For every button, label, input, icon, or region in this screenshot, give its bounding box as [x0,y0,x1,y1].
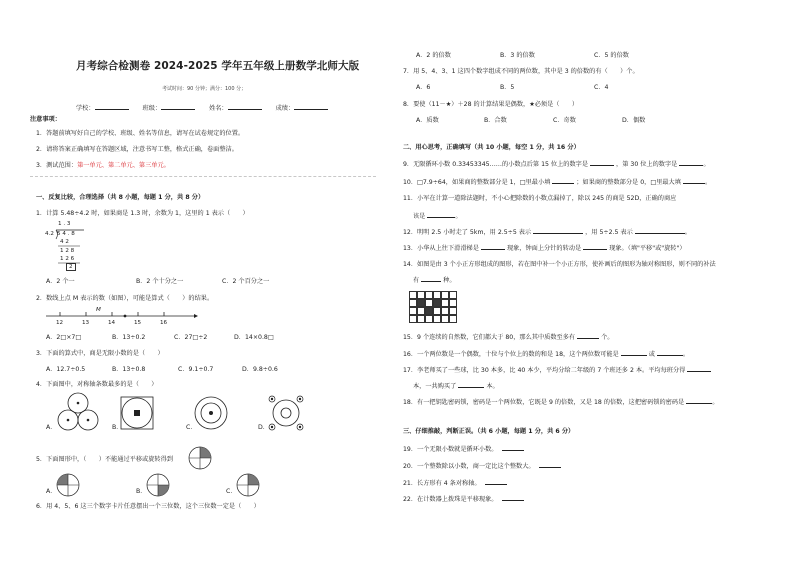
question-14-cont: 有 种。 [413,277,456,284]
division-step-1: 4 2 [60,239,69,245]
q6-option-a[interactable]: A．2 的倍数 [416,52,451,59]
grid-cell [425,315,433,323]
q4-figure-d-four-dots [266,393,306,433]
school-label: 学校： [76,105,95,112]
grid-cell-shaded [425,307,433,315]
question-18: 18．有一把钥匙密码锁，密码是一个两位数，它既是 9 的倍数，又是 18 的倍数，这把密码锁的密码是 。 [403,399,719,406]
grid-cell [441,299,449,307]
grid-cell [409,291,417,299]
name-input[interactable] [228,104,262,110]
q5-option-a[interactable]: A． [46,488,57,495]
question-17: 17．李老师买了一些球，比 30 本多，比 40 本少，平均分给二年级的 7 个班还多 2 本。平均每班分得 [403,366,711,375]
q7-option-c[interactable]: C．4 [594,84,609,91]
q4-option-b[interactable]: B． [112,424,123,431]
q3-option-c[interactable]: C．9.1÷0.7 [178,366,214,373]
q14-blank[interactable] [421,276,441,282]
grid-cell [441,315,449,323]
q5-reference-figure [188,446,212,470]
number-line-tick-label: 13 [82,320,90,326]
q10-blank-2[interactable] [683,178,705,184]
q16-blank-1[interactable] [621,350,647,356]
question-13: 13．小华从上往下滑滑梯是 现象，钟面上分针的转动是 现象。（填"平移"或"旋转"） [403,245,686,252]
q5-option-b[interactable]: B． [136,488,147,495]
q6-option-b[interactable]: B．3 的倍数 [500,52,535,59]
division-step-3: 1 2 6 [60,256,75,262]
number-line-tick-label: 16 [160,320,168,326]
question-16: 16．一个两位数是一个偶数，十位与个位上的数的和是 18，这个两位数可能是 或 。 [403,351,690,358]
q12-blank-1[interactable] [533,228,583,234]
question-17-cont: 本，一共购买了 本。 [413,383,499,390]
division-dividend: 5 4 . 8 [57,231,75,237]
grid-cell [417,307,425,315]
number-line-point-label: M [96,307,101,313]
grid-cell [425,291,433,299]
q5-figure-a [56,473,80,497]
q4-option-a[interactable]: A． [46,424,57,431]
question-19: 19．一个无限小数就是循环小数。 [403,445,524,454]
q10-blank-1[interactable] [552,178,574,184]
exam-info: 考试时间：90 分钟；满分：100 分； [162,86,247,92]
question-2: 2．数线上点 M 表示的数（如图），可能是算式（ ）的结果。 [36,295,214,302]
section2-heading: 二、用心思考，正确填写（共 10 小题，每空 1 分，共 16 分） [403,144,580,151]
q5-figure-c [236,473,260,497]
question-12: 12．明明 2.5 小时走了 5km，用 2.5÷5 表示 ，用 5÷2.5 表示 。 [403,229,691,236]
question-7: 7．用 5、4、3、1 这四个数字组成不同的两位数，其中是 3 的倍数的有（ ）个。 [403,68,639,75]
division-step-2: 1 2 8 [60,248,75,254]
q3-option-d[interactable]: D．9.8÷0.6 [242,366,278,373]
grid-cell [449,299,457,307]
number-line-point-m [124,315,127,318]
class-input[interactable] [161,104,195,110]
grid-cell [433,291,441,299]
note-1: 1．答题前填写好自己的学校、班级、姓名等信息，请写在试卷规定的位置。 [36,130,245,137]
question-11-cont: 该是 。 [413,213,462,220]
grid-cell-shaded [417,299,425,307]
q7-option-a[interactable]: A．6 [416,84,431,91]
q1-option-c[interactable]: C．2 个百分之一 [222,278,270,285]
q5-option-c[interactable]: C． [226,488,237,495]
q1-option-a[interactable]: A．2 个一 [46,278,75,285]
grid-cell [449,291,457,299]
division-remainder: 2 [66,263,76,271]
q19-blank[interactable] [502,445,524,451]
q8-option-d[interactable]: D．偶数 [622,117,646,124]
question-6: 6．用 4、5、6 这三个数字卡片任意摆出一个三位数，这个三位数一定是（ ） [36,503,260,510]
number-line [46,310,196,324]
q2-option-d[interactable]: D．14×0.8□ [234,334,274,341]
q5-figure-b [146,473,170,497]
grid-cell [409,315,417,323]
q11-blank[interactable] [427,212,455,218]
grid-cell [425,299,433,307]
number-line-tick-label: 12 [56,320,64,326]
paper-title: 月考综合检测卷 2024-2025 学年五年级上册数学北师大版 [76,60,360,72]
grid-cell [433,315,441,323]
q13-blank-1[interactable] [481,244,505,250]
question-4: 4．下面图中，对称轴条数最多的是（ ） [36,381,158,388]
class-label: 班级： [142,105,162,112]
question-15: 15．9 个连续的自然数，它们都大于 80，那么其中质数至多有 个。 [403,334,614,341]
division-quotient: 1 . 3 [58,221,71,227]
q1-option-b[interactable]: B．2 个十分之一 [136,278,184,285]
division-divisor: 4.2 [45,231,54,237]
q3-option-a[interactable]: A．12.7÷0.5 [46,366,86,373]
question-8: 8．要使（11－★）＋28 的计算结果是偶数，★必须是（ ） [403,101,579,108]
grid-cell [433,307,441,315]
q4-option-c[interactable]: C． [186,424,197,431]
q4-option-d[interactable]: D． [258,424,269,431]
note-3: 3．测试范围：第一单元、第二单元、第三单元。 [36,162,170,169]
question-3: 3．下面的算式中，商是无限小数的是（ ） [36,350,164,357]
q13-blank-2[interactable] [583,244,607,250]
grid-cell [417,315,425,323]
grid-cell [449,315,457,323]
grid-cell [409,299,417,307]
question-22: 22．在计数器上拨珠是平移现象。 [403,495,524,504]
number-line-tick-label: 15 [134,320,142,326]
test-range: 第一单元、第二单元、第三单元。 [77,162,170,169]
question-9: 9．无限循环小数 0.33453345……的小数点后第 15 位上的数字是 ，第 30 位上的数字是 。 [403,161,710,168]
q15-blank[interactable] [577,333,599,339]
grid-cell [417,291,425,299]
q4-figure-c-concentric-circles [194,396,228,430]
q9-blank-1[interactable] [590,160,614,166]
grid-cell [449,307,457,315]
q3-option-b[interactable]: B．13÷0.8 [112,366,146,373]
name-label: 姓名： [209,105,228,112]
student-fields [76,104,328,113]
q21-blank[interactable] [485,479,507,485]
question-11: 11．小军在计算一道除法题时，不小心把除数的小数点漏掉了，除以 245 的商是 52D，正确的商应 [403,195,677,202]
section1-heading: 一、反复比较，合理选择（共 8 小题，每题 1 分，共 8 分） [36,194,205,201]
grid-cell [441,307,449,315]
score-input[interactable] [294,104,328,110]
q14-grid-figure [409,291,457,323]
notes-heading: 注意事项： [30,116,61,123]
grid-cell-shaded [433,299,441,307]
q9-blank-2[interactable] [679,160,703,166]
q17-blank-1[interactable] [687,366,711,372]
q2-option-c[interactable]: C．27□÷2 [174,334,208,341]
q8-option-c[interactable]: C．奇数 [553,117,576,124]
grid-cell [441,291,449,299]
division-bracket [50,226,90,286]
q22-blank[interactable] [502,495,524,501]
question-20: 20．一个整数除以小数，商一定比这个整数大。 [403,462,561,471]
q12-blank-2[interactable] [635,228,685,234]
question-5: 5．下面图形中，（ ）不能通过平移或旋转得到 [36,456,173,463]
question-14: 14．如图是由 3 个小正方形组成的图形，若在图中补一个小正方形，使补画后的图形为轴对称图形，则不同的补法 [403,261,716,268]
q2-option-a[interactable]: A．2□×7□ [46,334,82,341]
q4-figure-a-three-circles [56,392,100,432]
note-2: 2．请将答案正确填写在答题区域，注意书写工整，格式正确，卷面整洁。 [36,146,238,153]
grid-cell [409,307,417,315]
question-21: 21．长方形有 4 条对称轴。 [403,479,507,488]
q16-blank-2[interactable] [657,350,683,356]
q2-option-b[interactable]: B．13÷0.2 [112,334,146,341]
q6-option-c[interactable]: C．5 的倍数 [594,52,629,59]
q17-blank-2[interactable] [458,382,484,388]
number-line-tick-label: 14 [108,320,116,326]
question-10: 10．□7.9÷64，如果商的整数部分是 1，□里最小填 ；如果商的整数部分是 0，□里最大填 。 [403,179,712,186]
q20-blank[interactable] [539,462,561,468]
section3-heading: 三、仔细推敲，判断正误。（共 6 小题，每题 1 分，共 6 分） [403,428,575,435]
score-label: 成绩： [275,105,295,112]
q8-option-a[interactable]: A．质数 [416,117,439,124]
q8-option-b[interactable]: B．合数 [484,117,507,124]
divider [30,176,376,177]
q4-figure-b-square-circle [120,396,154,430]
question-1: 1．计算 5.48÷4.2 时，如果商是 1.3 时，余数为 1，这里的 1 表示（ ） [36,210,249,217]
school-input[interactable] [95,104,129,110]
q18-blank[interactable] [686,398,712,404]
q7-option-b[interactable]: B．5 [500,84,515,91]
